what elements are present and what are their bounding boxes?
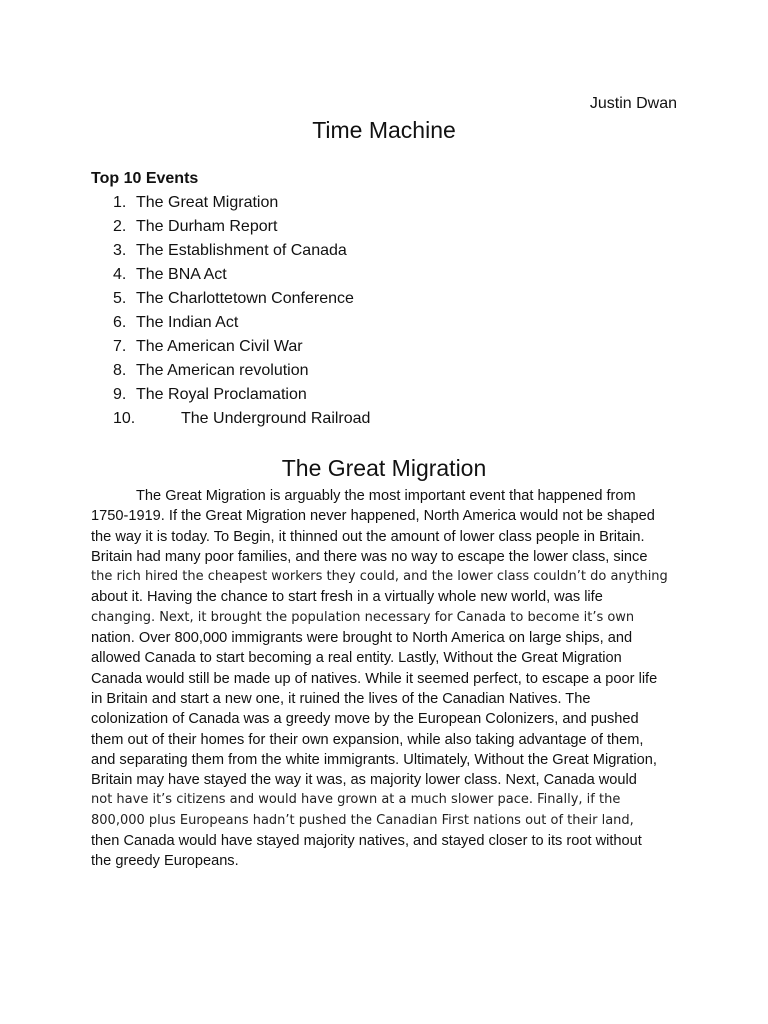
list-item-label: The American Civil War [136,338,303,355]
list-item-label: The Great Migration [136,194,279,211]
paragraph-line: colonization of Canada was a greedy move by the European Colonizers, and pushed [91,711,639,728]
paragraph-line: Britain may have stayed the way it was, as majority lower class. Next, Canada would [91,772,637,789]
paragraph-line: the way it is today. To Begin, it thinned out the amount of lower class people in Britain. [91,528,645,545]
list-item-label: The Indian Act [136,314,239,331]
list-item-number: 9. [113,386,127,403]
list-item-number: 8. [113,362,127,379]
list-item-number: 3. [113,242,127,259]
paragraph-line: nation. Over 800,000 immigrants were brought to North America on large ships, and [91,630,633,647]
list-item-label: The American revolution [136,362,309,379]
body-paragraph [91,486,679,872]
paragraph-line: 1750-1919. If the Great Migration never happened, North America would not be shaped [91,508,655,525]
list-item-label: The Charlottetown Conference [136,290,354,307]
paragraph-line: then Canada would have stayed majority natives, and stayed closer to its root without [91,833,642,850]
paragraph-line: the greedy Europeans. [91,853,239,870]
list-item-label: The Royal Proclamation [136,386,307,403]
list-item-label: The Establishment of Canada [136,242,347,259]
paragraph-line: 800,000 plus Europeans hadn’t pushed the Canadian First nations out of their land, [91,812,634,828]
list-item-number: 7. [113,338,127,355]
list-item-number: 6. [113,314,127,331]
paragraph-line: the rich hired the cheapest workers they could, and the lower class couldn’t do anything [91,569,668,585]
list-heading: Top 10 Events [91,170,199,187]
list-item-number: 5. [113,290,127,307]
list-item-label: The BNA Act [136,266,227,283]
list-item-label: The Underground Railroad [181,410,371,427]
paragraph-line: Britain had many poor families, and there was no way to escape the lower class, since [91,548,648,565]
page-title: Time Machine [312,117,456,143]
list-item-number: 4. [113,266,127,283]
paragraph-line: and separating them from the white immigrants. Ultimately, Without the Great Migration, [91,751,657,768]
author-name: Justin Dwan [589,95,677,112]
section-heading: The Great Migration [281,455,487,481]
list-item-number: 2. [113,218,127,235]
paragraph-line: about it. Having the chance to start fresh in a virtually whole new world, was life [91,589,603,606]
paragraph-line: The Great Migration is arguably the most important event that happened from [136,488,636,504]
paragraph-line: in Britain and start a new one, it ruined the lives of the Canadian Natives. The [91,690,591,707]
paragraph-line: not have it’s citizens and would have grown at a much slower pace. Finally, if the [91,792,621,808]
paragraph-line: changing. Next, it brought the population necessary for Canada to become it’s own [91,609,635,625]
list-item-number: 1. [113,194,127,211]
list-item-label: The Durham Report [136,218,278,235]
list-item-number: 10. [113,410,136,427]
paragraph-line: them out of their homes for their own expansion, while also taking advantage of them, [91,731,644,748]
paragraph-line: allowed Canada to start becoming a real entity. Lastly, Without the Great Migration [91,650,622,667]
paragraph-line: Canada would still be made up of natives. While it seemed perfect, to escape a poor life [91,670,658,687]
